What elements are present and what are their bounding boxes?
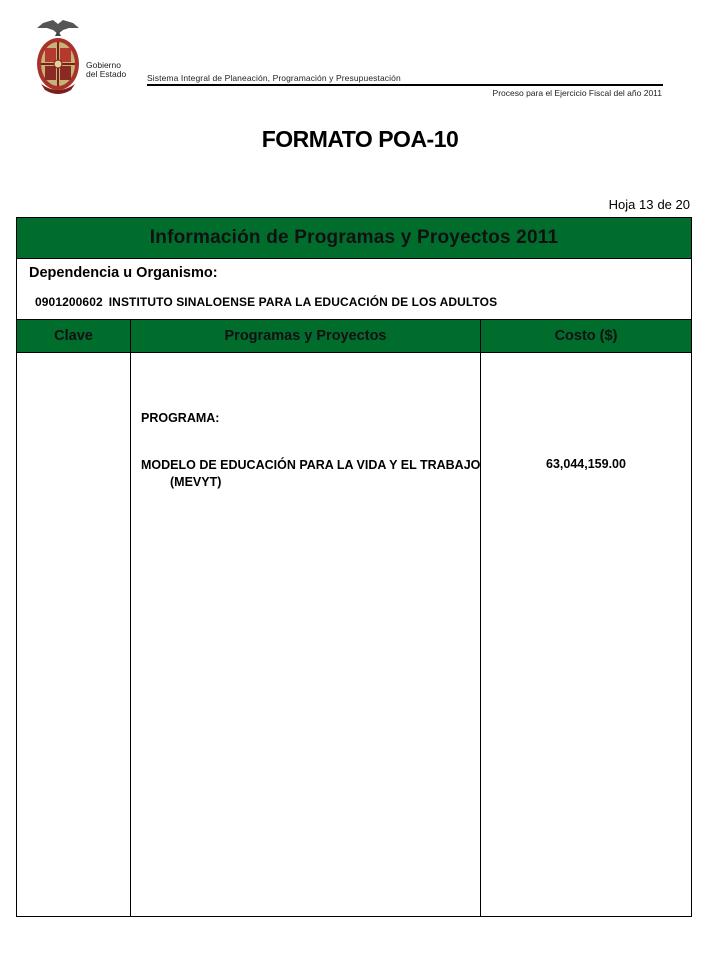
proceso-subtitle: Proceso para el Ejercicio Fiscal del año 2011	[492, 88, 662, 98]
dependencia-name: INSTITUTO SINALOENSE PARA LA EDUCACIÓN DE LOS ADULTOS	[108, 295, 498, 309]
dependencia-label: Dependencia u Organismo:	[29, 265, 218, 281]
table-title: Información de Programas y Proyectos 2011	[17, 218, 691, 259]
page-header	[0, 0, 720, 110]
sistema-title: Sistema Integral de Planeación, Programación y Presupuestación	[147, 73, 401, 83]
gobierno-del-estado	[86, 61, 126, 79]
column-headers	[17, 319, 691, 353]
row-cost: 63,044,159.00	[546, 457, 626, 471]
column-divider	[480, 319, 481, 916]
column-header-clave: Clave	[54, 328, 93, 344]
column-header-programas: Programas y Proyectos	[224, 328, 387, 344]
page-number	[605, 197, 690, 212]
programs-table	[16, 217, 692, 917]
gobierno-line1: Gobierno	[86, 60, 121, 70]
header-rule	[147, 84, 663, 86]
column-header-costo: Costo ($)	[554, 328, 618, 344]
hoja-total: de 20	[657, 197, 690, 212]
dependencia-value	[35, 295, 497, 309]
row-type-label: PROGRAMA:	[141, 411, 220, 425]
row-program-name: MODELO DE EDUCACIÓN PARA LA VIDA Y EL TRABAJO (MEVYT)	[141, 458, 481, 489]
column-divider	[130, 319, 131, 916]
hoja-label: Hoja 13	[608, 197, 654, 212]
state-coat-of-arms-icon	[33, 18, 83, 96]
page-title: FORMATO POA-10	[261, 126, 459, 152]
dependencia-code: 0901200602	[35, 295, 103, 309]
gobierno-line2: del Estado	[86, 69, 127, 79]
